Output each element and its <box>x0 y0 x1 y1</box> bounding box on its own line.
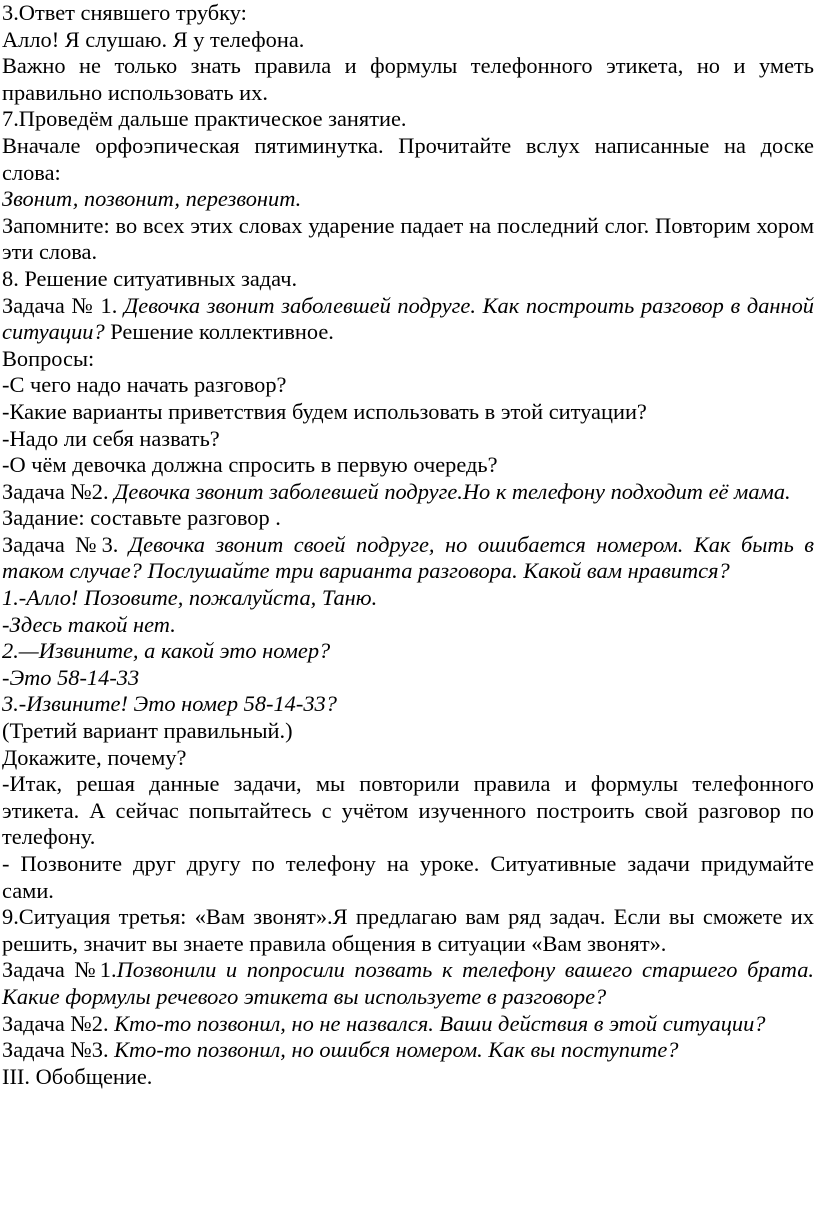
answer-phrase: Алло! Я слушаю. Я у телефона. <box>2 26 305 52</box>
task-1-text: Девочка звонит заболевшей подруге. Как построить разговор в данной ситуации? <box>2 292 814 345</box>
task-3 <box>2 532 814 585</box>
task-1-label: Задача № 1. <box>2 292 125 318</box>
section-3-generalization: III. Обобщение. <box>2 1063 153 1089</box>
section-7-heading: 7.Проведём дальше практическое занятие. <box>2 106 407 132</box>
dialog-line-3: 2.—Извините, а какой это номер? <box>2 638 331 664</box>
task-1-note: Решение коллективное. <box>104 319 334 345</box>
answer-heading: 3.Ответ снявшего трубку: <box>2 0 247 25</box>
paragraph-stress: Запомните: во всех этих словах ударение падает на последний слог. Повторим хором эти слова. <box>2 212 814 265</box>
question-2: -Какие варианты приветствия будем использовать в этой ситуации? <box>2 398 647 424</box>
assignment: Задание: составьте разговор . <box>2 505 281 531</box>
task-1-situation-3-label: Задача №1. <box>2 957 117 983</box>
task-3-text: Девочка звонит своей подруге, но ошибается номером. Как быть в таком случае? Послушайте три варианта разговора. Какой вам нравится? <box>2 531 814 584</box>
task-3-situation-3 <box>2 1037 814 1064</box>
task-3-label: Задача №3. <box>2 531 129 557</box>
question-1: -С чего надо начать разговор? <box>2 372 287 398</box>
questions-heading: Вопросы: <box>2 345 95 371</box>
dialog-line-5: 3.-Извините! Это номер 58-14-33? <box>2 691 337 717</box>
paragraph-summary: -Итак, решая данные задачи, мы повторили правила и формулы телефонного этикета. А сейчас попытайтесь с учётом изученного построить свой разговор по телефону. <box>2 771 814 850</box>
task-2 <box>2 479 814 506</box>
task-1-situation-3 <box>2 957 814 1010</box>
dialog-line-2: -Здесь такой нет. <box>2 611 176 637</box>
task-2-situation-3 <box>2 1011 814 1038</box>
prove-why: Докажите, почему? <box>2 744 187 770</box>
task-1 <box>2 293 814 346</box>
dialog-line-4: -Это 58-14-33 <box>2 664 140 690</box>
words-italic: Звонит, позвонит, перезвонит. <box>2 186 302 212</box>
task-2-label: Задача №2. <box>2 478 115 504</box>
task-2-text: Девочка звонит заболевшей подруге.Но к телефону подходит её мама. <box>114 478 791 504</box>
task-3-situation-3-label: Задача №3. <box>2 1037 115 1063</box>
paragraph-orthoepy: Вначале орфоэпическая пятиминутка. Прочитайте вслух написанные на доске слова: <box>2 132 814 185</box>
question-4: -О чём девочка должна спросить в первую очередь? <box>2 452 498 478</box>
paragraph-call-each-other: - Позвоните друг другу по телефону на уроке. Ситуативные задачи придумайте сами. <box>2 851 814 903</box>
task-1-situation-3-text: Позвонили и попросили позвать к телефону вашего старшего брата. Какие формулы речевого этикета вы используете в разговоре? <box>2 957 814 1009</box>
section-9-heading: 9.Ситуация третья: «Вам звонят».Я предлагаю вам ряд задач. Если вы сможете их решить, значит вы знаете правила общения в ситуации «Вам звонят». <box>2 904 814 956</box>
question-3: -Надо ли себя назвать? <box>2 425 220 451</box>
section-8-heading: 8. Решение ситуативных задач. <box>2 265 298 291</box>
task-2-situation-3-text: Кто-то позвонил, но не назвался. Ваши действия в этой ситуации? <box>114 1010 766 1036</box>
correct-variant-note: (Третий вариант правильный.) <box>2 718 293 744</box>
task-2-situation-3-label: Задача №2. <box>2 1010 115 1036</box>
paragraph-rules: Важно не только знать правила и формулы телефонного этикета, но и уметь правильно использовать их. <box>2 53 814 105</box>
dialog-line-1: 1.-Алло! Позовите, пожалуйста, Таню. <box>2 585 378 611</box>
task-3-situation-3-text: Кто-то позвонил, но ошибся номером. Как вы поступите? <box>114 1037 679 1063</box>
